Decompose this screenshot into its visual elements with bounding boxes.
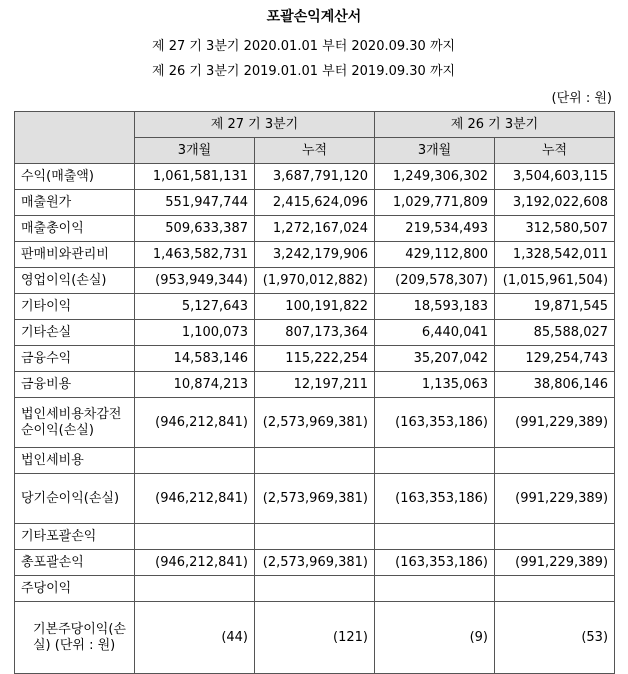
table-row	[15, 164, 615, 190]
period-current: 제 27 기 3분기 2020.01.01 부터 2020.09.30 까지	[152, 39, 456, 54]
value-cell: 312,580,507	[495, 216, 615, 242]
row-label: 기타손실	[15, 320, 135, 346]
value-cell: (2,573,969,381)	[255, 398, 375, 448]
table-row	[15, 524, 615, 550]
value-cell: (163,353,186)	[375, 398, 495, 448]
value-cell	[495, 524, 615, 550]
row-label: 법인세비용차감전순이익(손실)	[15, 398, 135, 448]
table-row	[15, 372, 615, 398]
table-row	[15, 242, 615, 268]
header-current-period: 제 27 기 3분기	[135, 112, 375, 138]
value-cell	[495, 576, 615, 602]
value-cell: (991,229,389)	[495, 398, 615, 448]
value-cell: 12,197,211	[255, 372, 375, 398]
value-cell: 6,440,041	[375, 320, 495, 346]
table-row	[15, 474, 615, 524]
row-label: 수익(매출액)	[15, 164, 135, 190]
value-cell: 10,874,213	[135, 372, 255, 398]
header-cumulative: 누적	[495, 138, 615, 164]
row-label: 매출원가	[15, 190, 135, 216]
value-cell: 1,135,063	[375, 372, 495, 398]
value-cell: 219,534,493	[375, 216, 495, 242]
value-cell: (44)	[135, 602, 255, 674]
value-cell	[495, 448, 615, 474]
value-cell: (1,015,961,504)	[495, 268, 615, 294]
value-cell	[255, 448, 375, 474]
page-title: 포괄손익계산서	[266, 9, 362, 25]
table-row	[15, 346, 615, 372]
value-cell: 3,504,603,115	[495, 164, 615, 190]
table-row	[15, 550, 615, 576]
value-cell: 1,029,771,809	[375, 190, 495, 216]
row-label: 기타이익	[15, 294, 135, 320]
row-label: 기타포괄손익	[15, 524, 135, 550]
value-cell	[375, 524, 495, 550]
row-label: 주당이익	[15, 576, 135, 602]
row-label: 판매비와관리비	[15, 242, 135, 268]
value-cell: 551,947,744	[135, 190, 255, 216]
value-cell: (1,970,012,882)	[255, 268, 375, 294]
value-cell: 807,173,364	[255, 320, 375, 346]
header-prior-period: 제 26 기 3분기	[375, 112, 615, 138]
value-cell: (163,353,186)	[375, 550, 495, 576]
value-cell: 100,191,822	[255, 294, 375, 320]
table-row	[15, 398, 615, 448]
value-cell	[375, 448, 495, 474]
value-cell: (209,578,307)	[375, 268, 495, 294]
value-cell: 3,242,179,906	[255, 242, 375, 268]
header-three-months: 3개월	[135, 138, 255, 164]
table-row	[15, 190, 615, 216]
value-cell	[135, 524, 255, 550]
header-corner-cell	[15, 112, 135, 164]
value-cell: 1,463,582,731	[135, 242, 255, 268]
table-row	[15, 448, 615, 474]
value-cell: (946,212,841)	[135, 550, 255, 576]
value-cell: 19,871,545	[495, 294, 615, 320]
value-cell: 35,207,042	[375, 346, 495, 372]
value-cell: 1,100,073	[135, 320, 255, 346]
value-cell: 5,127,643	[135, 294, 255, 320]
period-prior: 제 26 기 3분기 2019.01.01 부터 2019.09.30 까지	[152, 64, 456, 79]
value-cell: (2,573,969,381)	[255, 550, 375, 576]
value-cell: 85,588,027	[495, 320, 615, 346]
value-cell: 1,328,542,011	[495, 242, 615, 268]
table-row	[15, 268, 615, 294]
row-label: 법인세비용	[15, 448, 135, 474]
income-statement-table	[14, 111, 615, 674]
value-cell: (53)	[495, 602, 615, 674]
header-cumulative: 누적	[255, 138, 375, 164]
row-label: 매출총이익	[15, 216, 135, 242]
table-row	[15, 216, 615, 242]
value-cell: 14,583,146	[135, 346, 255, 372]
value-cell: (991,229,389)	[495, 550, 615, 576]
header-three-months: 3개월	[375, 138, 495, 164]
value-cell	[375, 576, 495, 602]
value-cell: (991,229,389)	[495, 474, 615, 524]
value-cell: 2,415,624,096	[255, 190, 375, 216]
unit-label: (단위 : 원)	[551, 91, 612, 106]
row-label: 영업이익(손실)	[15, 268, 135, 294]
value-cell: (2,573,969,381)	[255, 474, 375, 524]
value-cell: (163,353,186)	[375, 474, 495, 524]
value-cell	[135, 448, 255, 474]
row-label: 총포괄손익	[15, 550, 135, 576]
value-cell	[135, 576, 255, 602]
value-cell: 1,272,167,024	[255, 216, 375, 242]
value-cell: (9)	[375, 602, 495, 674]
table-row	[15, 320, 615, 346]
table-row	[15, 294, 615, 320]
row-label: 기본주당이익(손실) (단위 : 원)	[15, 602, 135, 674]
row-label: 금융비용	[15, 372, 135, 398]
value-cell: 1,249,306,302	[375, 164, 495, 190]
value-cell: (946,212,841)	[135, 398, 255, 448]
value-cell: 18,593,183	[375, 294, 495, 320]
value-cell: 115,222,254	[255, 346, 375, 372]
value-cell: 38,806,146	[495, 372, 615, 398]
value-cell: 509,633,387	[135, 216, 255, 242]
header-row-periods	[15, 112, 615, 138]
value-cell: (946,212,841)	[135, 474, 255, 524]
row-label: 당기순이익(손실)	[15, 474, 135, 524]
value-cell: 429,112,800	[375, 242, 495, 268]
value-cell: 129,254,743	[495, 346, 615, 372]
value-cell: (953,949,344)	[135, 268, 255, 294]
table-row	[15, 576, 615, 602]
value-cell	[255, 524, 375, 550]
table-row	[15, 602, 615, 674]
value-cell: 3,687,791,120	[255, 164, 375, 190]
value-cell	[255, 576, 375, 602]
row-label: 금융수익	[15, 346, 135, 372]
value-cell: 1,061,581,131	[135, 164, 255, 190]
value-cell: 3,192,022,608	[495, 190, 615, 216]
value-cell: (121)	[255, 602, 375, 674]
